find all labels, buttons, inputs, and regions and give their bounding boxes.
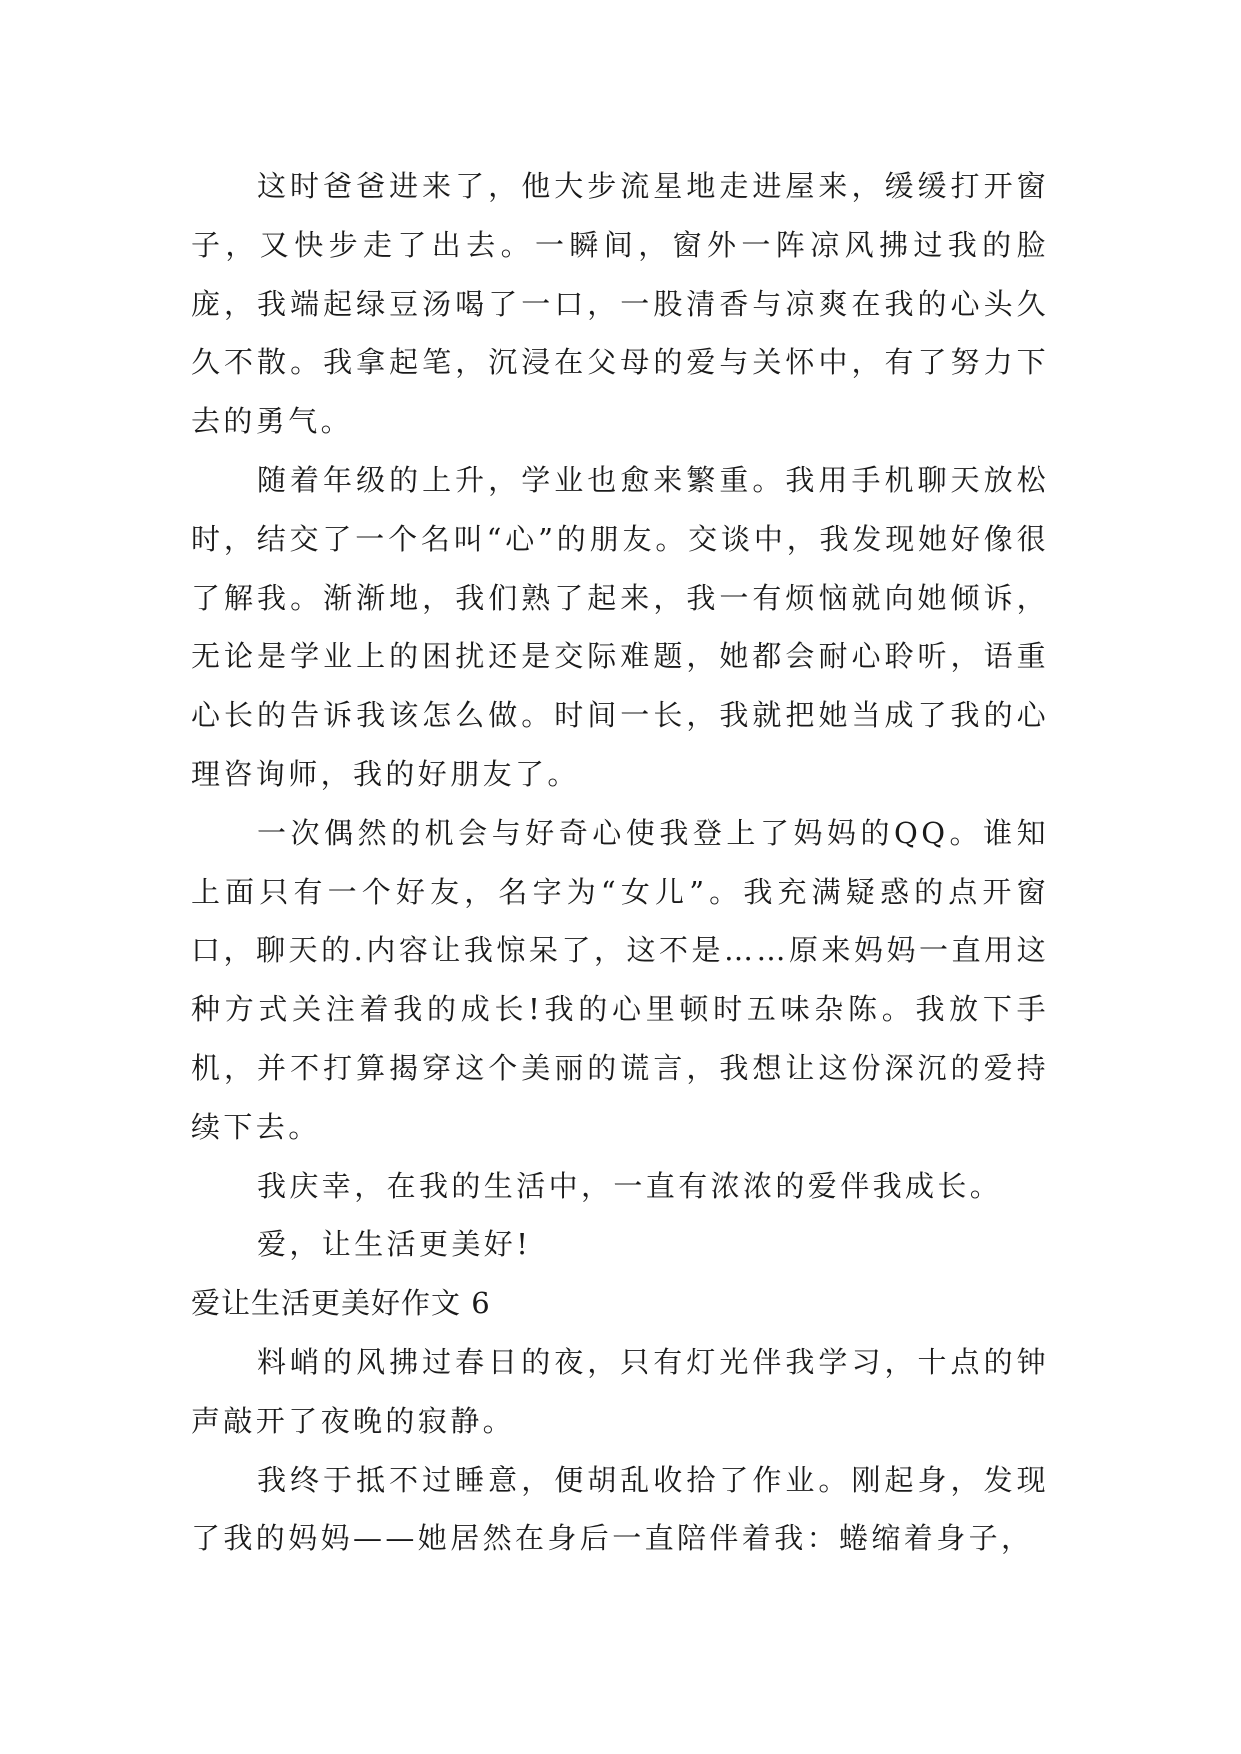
paragraph: 我终于抵不过睡意，便胡乱收拾了作业。刚起身，发现了我的妈妈——她居然在身后一直陪伴着我：蜷缩着身子， <box>191 1462 1049 1556</box>
paragraph: 一次偶然的机会与好奇心使我登上了妈妈的QQ。谁知上面只有一个好友，名字为“女儿”。我充满疑惑的点开窗口，聊天的.内容让我惊呆了，这不是……原来妈妈一直用这种方式关注着我的成长!我的心里顿时五味杂陈。我放下手机，并不打算揭穿这个美丽的谎言，我想让这份深沉的爱持续下去。 <box>191 815 1049 1144</box>
section-heading: 爱让生活更美好作文 6 <box>191 1286 491 1321</box>
paragraph: 我庆幸，在我的生活中，一直有浓浓的爱伴我成长。 <box>257 1168 1003 1203</box>
paragraph: 料峭的风拂过春日的夜，只有灯光伴我学习，十点的钟声敲开了夜晚的寂静。 <box>191 1344 1049 1438</box>
paragraph: 这时爸爸进来了，他大步流星地走进屋来，缓缓打开窗子，又快步走了出去。一瞬间，窗外一阵凉风拂过我的脸庞，我端起绿豆汤喝了一口，一股清香与凉爽在我的心头久久不散。我拿起笔，沉浸在父母的爱与关怀中，有了努力下去的勇气。 <box>191 169 1049 439</box>
document-body <box>191 157 1049 1568</box>
paragraph: 爱，让生活更美好! <box>257 1227 532 1262</box>
paragraph: 随着年级的上升，学业也愈来繁重。我用手机聊天放松时，结交了一个名叫“心”的朋友。交谈中，我发现她好像很了解我。渐渐地，我们熟了起来，我一有烦恼就向她倾诉，无论是学业上的困扰还是交际难题，她都会耐心聆听，语重心长的告诉我该怎么做。时间一长，我就把她当成了我的心理咨询师，我的好朋友了。 <box>191 462 1049 791</box>
